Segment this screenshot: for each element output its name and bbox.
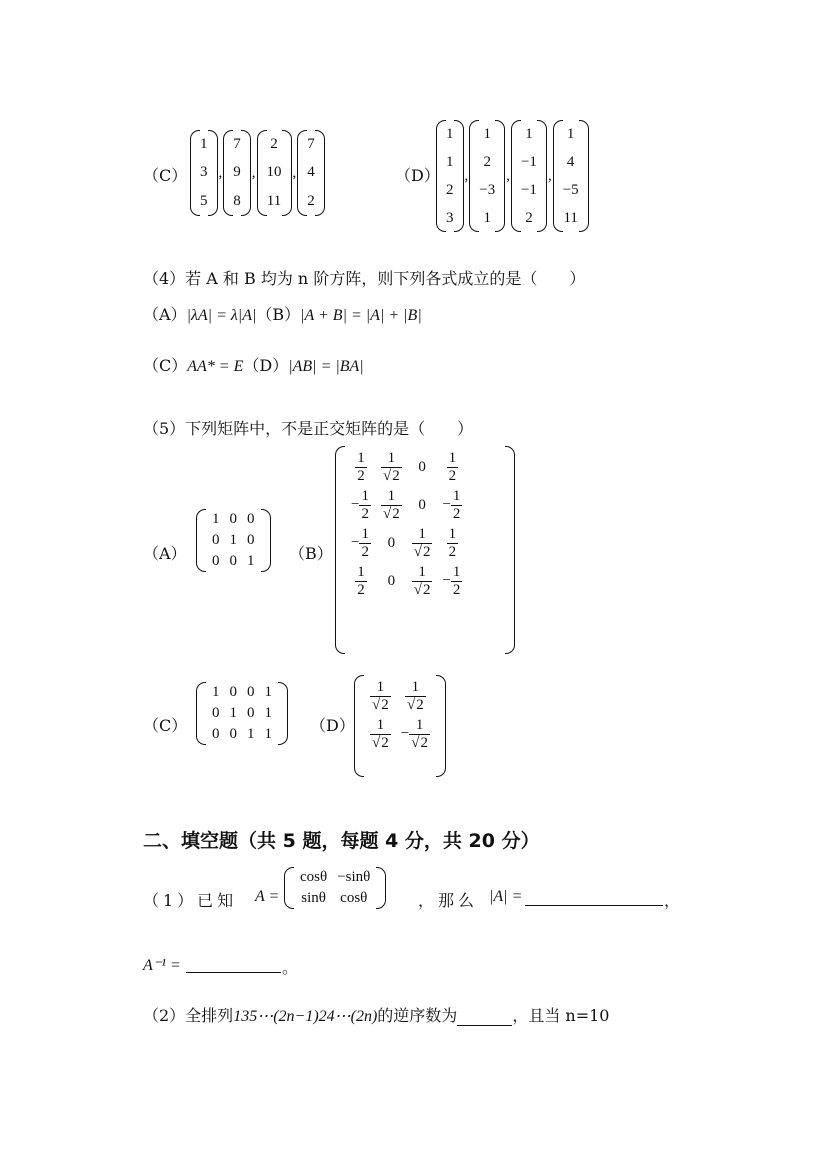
vector-entry: 7 bbox=[233, 135, 241, 152]
fill2-text-a: （2）全排列 bbox=[143, 1006, 234, 1025]
vector-entry: 4 bbox=[566, 153, 575, 170]
fill1-inverse-expr: A⁻¹ = bbox=[143, 957, 181, 974]
q5-option-b-label: （B） bbox=[289, 544, 333, 563]
vector-entry: 1 bbox=[525, 125, 533, 142]
q5-stem: （5）下列矩阵中，不是正交矩阵的是（ ） bbox=[143, 419, 474, 438]
fill1-matrix-name: A = bbox=[255, 888, 280, 905]
q5-option-a-label: （A） bbox=[143, 544, 187, 563]
vector-entry: 1 bbox=[446, 153, 454, 170]
q4-option-c-expr: AA* = E bbox=[187, 358, 244, 375]
fill2-blank[interactable] bbox=[457, 1011, 512, 1026]
fill2-text-b: 的逆序数为 bbox=[377, 1006, 458, 1025]
vector-entry: 1 bbox=[483, 209, 491, 226]
fill1-end: ， bbox=[664, 891, 681, 910]
q3-option-c-vectors bbox=[190, 130, 325, 216]
vector-separator: , bbox=[464, 167, 469, 184]
matrix-cell: 1 bbox=[212, 684, 220, 700]
fill1-inverse-blank[interactable] bbox=[186, 958, 281, 973]
section-heading: 二、填空题（共 5 题，每题 4 分，共 20 分） bbox=[143, 830, 540, 852]
vector-entry: 1 bbox=[200, 135, 208, 152]
column-vector bbox=[469, 120, 505, 232]
column-vector bbox=[553, 120, 589, 232]
matrix-cell: cosθ bbox=[300, 869, 328, 885]
column-vector bbox=[297, 130, 325, 216]
matrix-cell: 1 bbox=[247, 726, 255, 742]
vector-entry: 2 bbox=[270, 135, 278, 152]
vector-entry: 2 bbox=[307, 193, 315, 210]
matrix-cell: 1 bbox=[229, 705, 237, 721]
vector-entry: −3 bbox=[479, 181, 496, 198]
fill1-det-blank[interactable] bbox=[525, 891, 663, 906]
matrix-cell: 0 bbox=[247, 705, 255, 721]
q5-option-d-matrix: $\frac{1}{√2}$ $\frac{1}{√2}$ $\frac{1}{√2}$ − $\frac{1}{√2}$ bbox=[354, 675, 446, 777]
vector-entry: 3 bbox=[446, 209, 454, 226]
column-vector bbox=[190, 130, 218, 216]
fill1-inverse-end: 。 bbox=[282, 958, 299, 977]
vector-entry: −1 bbox=[520, 181, 537, 198]
vector-entry: 11 bbox=[563, 209, 578, 226]
q4-option-b-label: （B） bbox=[256, 305, 301, 324]
column-vector bbox=[223, 130, 251, 216]
matrix-cell: 0 bbox=[247, 684, 255, 700]
vector-separator: , bbox=[218, 164, 223, 181]
vector-entry: 7 bbox=[307, 135, 315, 152]
fill2-text-c: ，且当 n=10 bbox=[512, 1006, 610, 1025]
q5-option-c-matrix bbox=[196, 682, 288, 745]
vector-separator: , bbox=[251, 164, 256, 181]
vector-entry: 3 bbox=[200, 164, 208, 181]
fill2-perm-expr: 135⋯(2n−1)24⋯(2n) bbox=[233, 1008, 378, 1025]
matrix-cell: 1 bbox=[264, 705, 272, 721]
q5-option-b-matrix: $\frac{1}{2}$ $\frac{1}{√2}$ 0 $\frac{1}{2}$ − $\frac{1}{2}$ $\frac{1}{√2}$ 0 − $\frac{1}{2}$ − $\frac{1}{2}$ 0 $\frac{1}{√2}$ $\frac{1}{2}$ $\frac{1}{2}$ 0 $\frac{1}{√2}$ − $\frac{1}{2}$ bbox=[335, 446, 515, 654]
q4-option-b-expr: |A + B| = |A| + |B| bbox=[300, 307, 422, 324]
matrix-cell: 0 bbox=[247, 532, 255, 548]
vector-entry: 1 bbox=[483, 125, 491, 142]
vector-entry: 11 bbox=[266, 193, 282, 210]
q5-option-c-label: （C） bbox=[143, 716, 188, 735]
vector-entry: 9 bbox=[233, 164, 241, 181]
vector-entry: −5 bbox=[562, 181, 579, 198]
vector-separator: , bbox=[292, 164, 297, 181]
vector-entry: 1 bbox=[446, 125, 454, 142]
vector-separator: , bbox=[506, 167, 510, 184]
q4-option-d-label: （D） bbox=[243, 356, 289, 375]
q4-options-cd bbox=[143, 353, 364, 376]
vector-entry: 2 bbox=[525, 209, 533, 226]
column-vector bbox=[257, 130, 292, 216]
column-vector bbox=[436, 120, 464, 232]
vector-entry: 4 bbox=[307, 164, 315, 181]
q4-stem: （4）若 A 和 B 均为 n 阶方阵，则下列各式成立的是（ ） bbox=[143, 269, 586, 288]
vector-entry: 1 bbox=[566, 125, 575, 142]
matrix-cell: 0 bbox=[229, 726, 237, 742]
matrix-cell: 1 bbox=[264, 726, 272, 742]
vector-entry: 2 bbox=[483, 153, 491, 170]
q5-option-d-label: （D） bbox=[310, 716, 355, 735]
vector-entry: 8 bbox=[233, 193, 241, 210]
fill1-det-expr: |A| = bbox=[489, 888, 523, 905]
matrix-cell: sinθ bbox=[301, 890, 326, 906]
q4-option-a-label: （A） bbox=[143, 305, 187, 324]
q5-option-a-matrix bbox=[196, 509, 271, 572]
vector-entry: 5 bbox=[200, 193, 208, 210]
q3-option-d-label: （D） bbox=[395, 166, 440, 185]
fill1-middle: ，那么 bbox=[418, 891, 479, 910]
matrix-cell: 1 bbox=[212, 511, 220, 527]
matrix-cell: 1 bbox=[247, 553, 255, 569]
vector-entry: 10 bbox=[266, 164, 282, 181]
fill1-matrix bbox=[284, 867, 386, 909]
matrix-cell: 0 bbox=[212, 705, 220, 721]
matrix-cell: 0 bbox=[212, 532, 220, 548]
vector-entry: 2 bbox=[446, 181, 454, 198]
matrix-cell: 0 bbox=[212, 553, 220, 569]
fill2-line bbox=[143, 1003, 609, 1026]
matrix-cell: cosθ bbox=[340, 890, 368, 906]
matrix-cell: 1 bbox=[264, 684, 272, 700]
matrix-cell: 0 bbox=[212, 726, 220, 742]
vector-separator: , bbox=[547, 167, 552, 184]
matrix-cell: 0 bbox=[229, 511, 237, 527]
q4-option-a-expr: |λA| = λ|A| bbox=[186, 307, 257, 324]
q4-option-c-label: （C） bbox=[143, 356, 188, 375]
vector-entry: −1 bbox=[520, 153, 537, 170]
q4-options-ab bbox=[143, 302, 422, 325]
matrix-cell: 0 bbox=[229, 684, 237, 700]
column-vector bbox=[511, 120, 547, 232]
matrix-cell: 1 bbox=[229, 532, 237, 548]
fill1-prefix: （1）已知 bbox=[143, 891, 238, 910]
matrix-cell: 0 bbox=[229, 553, 237, 569]
matrix-cell: −sinθ bbox=[337, 869, 371, 885]
matrix-cell: 0 bbox=[247, 511, 255, 527]
q3-option-c-label: （C） bbox=[143, 166, 188, 185]
q3-option-d-vectors bbox=[436, 120, 589, 232]
q4-option-d-expr: |AB| = |BA| bbox=[288, 358, 364, 375]
